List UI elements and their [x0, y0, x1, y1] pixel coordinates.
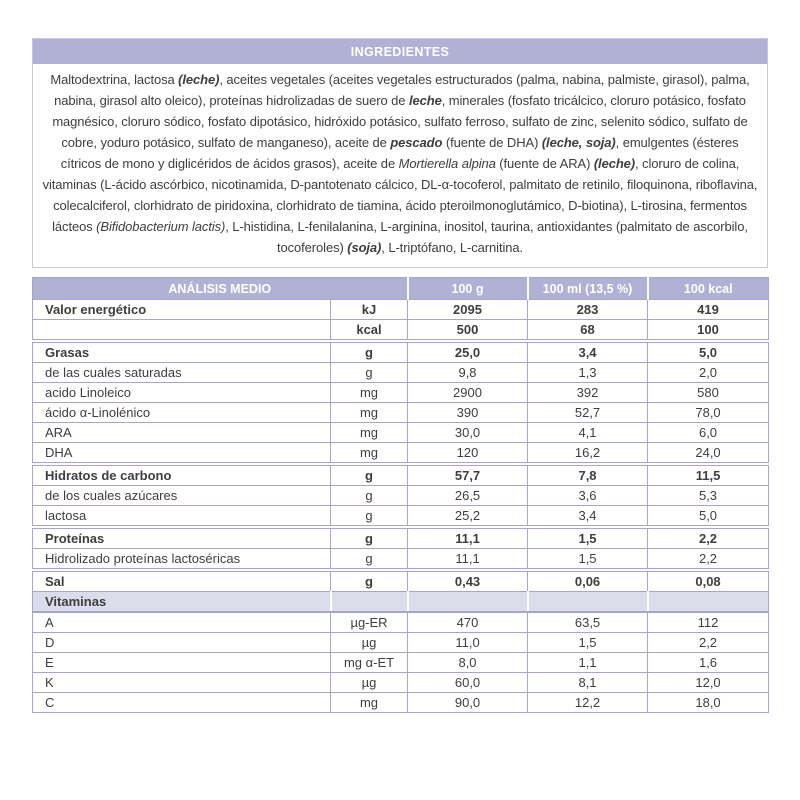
value-100kcal: 2,0 — [648, 363, 769, 383]
column-header-100kcal: 100 kcal — [648, 278, 769, 300]
value-100g: 25,0 — [408, 341, 528, 363]
ingredient-segment: Mortierella alpina — [398, 156, 496, 171]
value-100ml: 12,2 — [528, 693, 648, 713]
row-unit — [331, 592, 408, 613]
value-100ml: 52,7 — [528, 403, 648, 423]
row-unit: mg α-ET — [331, 653, 408, 673]
ingredient-segment: (leche) — [178, 72, 220, 87]
value-100kcal: 1,6 — [648, 653, 769, 673]
row-unit: g — [331, 570, 408, 592]
value-100ml: 283 — [528, 300, 648, 320]
value-100g: 390 — [408, 403, 528, 423]
value-100g: 11,1 — [408, 527, 528, 549]
row-unit: µg — [331, 633, 408, 653]
table-row — [33, 383, 769, 403]
value-100kcal: 100 — [648, 320, 769, 342]
value-100kcal: 18,0 — [648, 693, 769, 713]
row-label: K — [33, 673, 331, 693]
row-unit: g — [331, 341, 408, 363]
row-label: lactosa — [33, 506, 331, 528]
value-100kcal — [648, 592, 769, 613]
table-row — [33, 549, 769, 571]
row-unit: g — [331, 506, 408, 528]
value-100g: 11,1 — [408, 549, 528, 571]
value-100kcal: 5,0 — [648, 341, 769, 363]
row-label: Hidratos de carbono — [33, 464, 331, 486]
table-row — [33, 300, 769, 320]
value-100kcal: 5,0 — [648, 506, 769, 528]
value-100g: 8,0 — [408, 653, 528, 673]
row-label: E — [33, 653, 331, 673]
ingredient-segment: , emulgentes (ésteres cítricos de mono y diglicéridos de ácidos grasos), aceite de — [60, 135, 739, 171]
ingredient-segment: (leche, soja) — [541, 135, 616, 150]
value-100g: 25,2 — [408, 506, 528, 528]
value-100ml: 16,2 — [528, 443, 648, 465]
row-label: Sal — [33, 570, 331, 592]
table-row — [33, 653, 769, 673]
table-title: ANÁLISIS MEDIO — [33, 278, 408, 300]
value-100ml: 4,1 — [528, 423, 648, 443]
table-row — [33, 633, 769, 653]
table-row — [33, 673, 769, 693]
row-unit: mg — [331, 403, 408, 423]
row-label: A — [33, 612, 331, 633]
ingredients-text — [33, 64, 767, 267]
row-label: ARA — [33, 423, 331, 443]
value-100kcal: 6,0 — [648, 423, 769, 443]
ingredient-segment: (soja) — [347, 240, 382, 255]
row-unit: g — [331, 549, 408, 571]
table-row — [33, 612, 769, 633]
table-row — [33, 592, 769, 613]
row-unit: g — [331, 363, 408, 383]
row-unit: g — [331, 527, 408, 549]
row-label: de los cuales azúcares — [33, 486, 331, 506]
ingredients-box — [32, 38, 768, 268]
table-row — [33, 320, 769, 342]
table-row — [33, 423, 769, 443]
row-label: Valor energético — [33, 300, 331, 320]
row-unit: µg — [331, 673, 408, 693]
value-100kcal: 5,3 — [648, 486, 769, 506]
value-100ml: 1,3 — [528, 363, 648, 383]
value-100g: 26,5 — [408, 486, 528, 506]
value-100kcal: 11,5 — [648, 464, 769, 486]
value-100kcal: 12,0 — [648, 673, 769, 693]
value-100g: 0,43 — [408, 570, 528, 592]
value-100ml: 1,5 — [528, 633, 648, 653]
value-100ml — [528, 592, 648, 613]
ingredients-title: INGREDIENTES — [33, 39, 767, 64]
value-100g: 57,7 — [408, 464, 528, 486]
value-100ml: 392 — [528, 383, 648, 403]
value-100g: 30,0 — [408, 423, 528, 443]
value-100ml: 7,8 — [528, 464, 648, 486]
ingredient-segment: leche — [408, 93, 442, 108]
ingredient-segment: (leche) — [593, 156, 636, 171]
table-row — [33, 464, 769, 486]
value-100kcal: 580 — [648, 383, 769, 403]
value-100kcal: 2,2 — [648, 549, 769, 571]
row-label: acido Linoleico — [33, 383, 331, 403]
value-100ml: 1,5 — [528, 549, 648, 571]
value-100g: 470 — [408, 612, 528, 633]
ingredient-segment: , cloruro de colina, vitaminas (L-ácido ascórbico, nicotinamida, D-pantotenato cálcico, DL-α-tocoferol, palmitato de retinilo, filoquinona, riboflavina, colecalciferol, clorhidrato de piridoxina, clorhidrato de tiamina, ácido pteroilmonoglutámico, D-biotina), L-tirosina, fermentos lácteos — [42, 156, 758, 234]
value-100g: 9,8 — [408, 363, 528, 383]
ingredient-segment: (fuente de DHA) — [442, 135, 542, 150]
ingredient-segment: (Bifidobacterium lactis) — [96, 219, 226, 234]
value-100ml: 68 — [528, 320, 648, 342]
value-100kcal: 24,0 — [648, 443, 769, 465]
value-100g: 500 — [408, 320, 528, 342]
value-100kcal: 2,2 — [648, 527, 769, 549]
row-unit: mg — [331, 693, 408, 713]
value-100ml: 3,6 — [528, 486, 648, 506]
value-100g — [408, 592, 528, 613]
ingredient-segment: , L-histidina, L-fenilalanina, L-arginina, inositol, taurina, antioxidantes (palmitato de ascorbilo, tocoferoles) — [225, 219, 748, 255]
row-label — [33, 320, 331, 342]
row-label: D — [33, 633, 331, 653]
value-100ml: 1,5 — [528, 527, 648, 549]
row-unit: g — [331, 464, 408, 486]
row-label: Proteínas — [33, 527, 331, 549]
row-label: Hidrolizado proteínas lactoséricas — [33, 549, 331, 571]
row-unit: mg — [331, 383, 408, 403]
value-100kcal: 112 — [648, 612, 769, 633]
value-100ml: 3,4 — [528, 341, 648, 363]
table-row — [33, 443, 769, 465]
table-row — [33, 693, 769, 713]
value-100g: 90,0 — [408, 693, 528, 713]
column-header-100g: 100 g — [408, 278, 528, 300]
value-100ml: 8,1 — [528, 673, 648, 693]
ingredient-segment: pescado — [390, 135, 443, 150]
row-unit: kcal — [331, 320, 408, 342]
value-100kcal: 78,0 — [648, 403, 769, 423]
value-100g: 2900 — [408, 383, 528, 403]
table-row — [33, 341, 769, 363]
value-100g: 11,0 — [408, 633, 528, 653]
value-100g: 2095 — [408, 300, 528, 320]
ingredient-segment: , L-triptófano, L-carnitina. — [381, 240, 524, 255]
row-unit: kJ — [331, 300, 408, 320]
ingredient-segment: , aceites vegetales (aceites vegetales estructurados (palma, nabina, palmiste, girasol), palma, nabina, girasol alto oleico), proteínas hidrolizadas de suero de — [54, 72, 750, 108]
analysis-table — [32, 277, 769, 713]
value-100ml: 1,1 — [528, 653, 648, 673]
row-unit: µg-ER — [331, 612, 408, 633]
row-label: C — [33, 693, 331, 713]
value-100ml: 3,4 — [528, 506, 648, 528]
value-100ml: 63,5 — [528, 612, 648, 633]
value-100kcal: 419 — [648, 300, 769, 320]
value-100g: 120 — [408, 443, 528, 465]
row-label: de las cuales saturadas — [33, 363, 331, 383]
value-100g: 60,0 — [408, 673, 528, 693]
ingredient-segment: Maltodextrina, lactosa — [50, 72, 179, 87]
ingredient-segment: , minerales (fosfato tricálcico, cloruro potásico, fosfato magnésico, cloruro sódico, fosfato dipotásico, hidróxido potásico, sulfato ferroso, sulfato de zinc, selenito sódico, sulfato de cobre, yoduro potásico, sulfato de manganeso), aceite de — [52, 93, 748, 150]
row-label: Grasas — [33, 341, 331, 363]
row-label: Vitaminas — [33, 592, 331, 613]
row-unit: mg — [331, 423, 408, 443]
value-100kcal: 0,08 — [648, 570, 769, 592]
value-100ml: 0,06 — [528, 570, 648, 592]
table-row — [33, 527, 769, 549]
row-label: ácido α-Linolénico — [33, 403, 331, 423]
value-100kcal: 2,2 — [648, 633, 769, 653]
row-unit: g — [331, 486, 408, 506]
row-label: DHA — [33, 443, 331, 465]
table-row — [33, 570, 769, 592]
table-row — [33, 403, 769, 423]
table-header-row — [33, 278, 769, 300]
row-unit: mg — [331, 443, 408, 465]
table-row — [33, 506, 769, 528]
ingredient-segment: (fuente de ARA) — [495, 156, 594, 171]
table-row — [33, 363, 769, 383]
table-row — [33, 486, 769, 506]
column-header-100ml: 100 ml (13,5 %) — [528, 278, 648, 300]
